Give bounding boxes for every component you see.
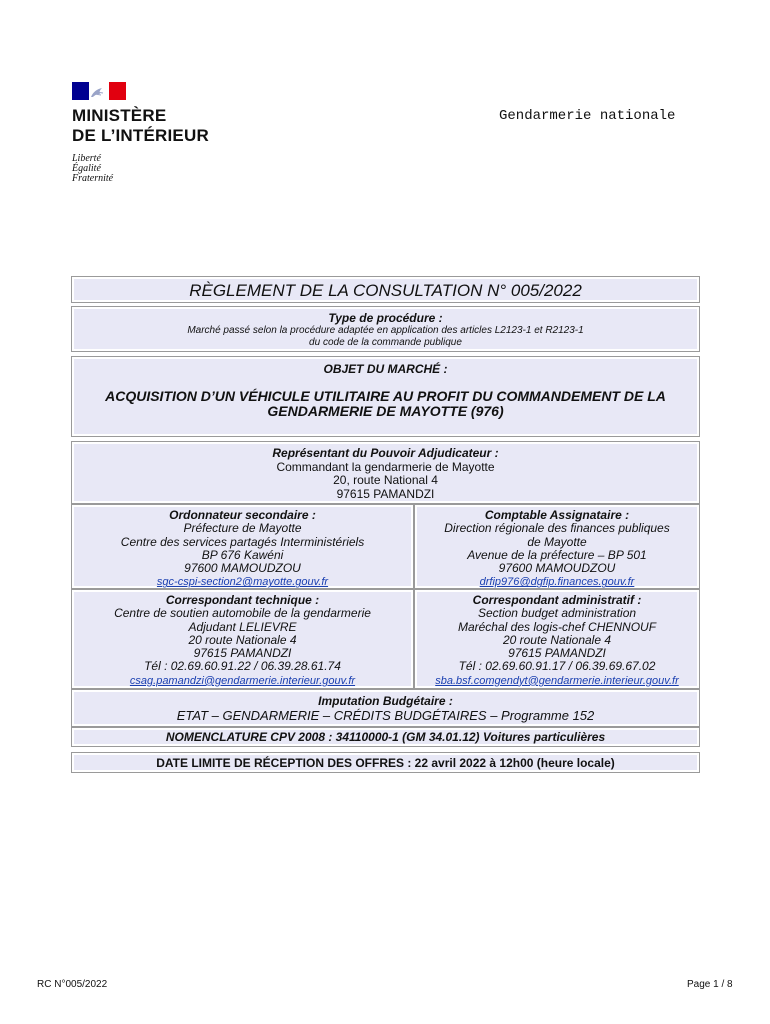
marianne-flag-icon bbox=[72, 82, 126, 100]
comptable-line: Direction régionale des finances publiques bbox=[444, 521, 670, 536]
representant-line: Commandant la gendarmerie de Mayotte bbox=[276, 459, 495, 474]
procedure-line1: Marché passé selon la procédure adaptée en application des articles L2123-1 et R2123-1 bbox=[187, 325, 584, 336]
motto-egalite: Égalité bbox=[72, 163, 101, 174]
ordonnateur-email-link[interactable]: sgc-cspi-section2@mayotte.gouv.fr bbox=[156, 576, 329, 589]
ordonnateur-line: BP 676 Kawéni bbox=[201, 547, 284, 562]
administratif-phone: Tél : 02.69.60.91.17 / 06.39.69.67.02 bbox=[458, 659, 656, 674]
ministry-logo bbox=[72, 82, 242, 184]
ordonnateur-heading: Ordonnateur secondaire : bbox=[169, 508, 316, 522]
deadline-box bbox=[71, 752, 700, 773]
technique-line: Adjudant LELIEVRE bbox=[188, 619, 297, 634]
document-title: RÈGLEMENT DE LA CONSULTATION N° 005/2022 bbox=[74, 279, 697, 300]
administratif-line: Section budget administration bbox=[477, 606, 637, 621]
ministry-line1: MINISTÈRE bbox=[72, 106, 167, 125]
representant-line: 97615 PAMANDZI bbox=[336, 486, 435, 501]
representant-heading: Représentant du Pouvoir Adjudicateur : bbox=[272, 446, 499, 460]
administratif-heading: Correspondant administratif : bbox=[472, 593, 642, 607]
technique-email-link[interactable]: csag.pamandzi@gendarmerie.interieur.gouv.fr bbox=[129, 674, 356, 687]
nomenclature-box bbox=[71, 727, 700, 747]
technique-line: Centre de soutien automobile de la gendarmerie bbox=[114, 606, 371, 621]
motto-fraternite: Fraternité bbox=[72, 173, 114, 184]
procedure-heading: Type de procédure : bbox=[328, 311, 443, 325]
objet-line1: ACQUISITION D’UN VÉHICULE UTILITAIRE AU PROFIT DU COMMANDEMENT DE LA bbox=[105, 388, 666, 404]
ordonnateur-line: 97600 MAMOUDZOU bbox=[184, 561, 301, 576]
comptable-line: 97600 MAMOUDZOU bbox=[498, 561, 616, 576]
deadline-text: DATE LIMITE DE RÉCEPTION DES OFFRES : 22 avril 2022 à 12h00 (heure locale) bbox=[74, 755, 697, 770]
ordonnateur-line: Centre des services partagés Interministériels bbox=[120, 534, 365, 549]
page-number: Page 1 / 8 bbox=[687, 979, 733, 990]
imputation-heading: Imputation Budgétaire : bbox=[318, 694, 453, 708]
ministry-name bbox=[72, 106, 242, 146]
comptable-email-link[interactable]: drfip976@dgfip.finances.gouv.fr bbox=[479, 576, 635, 589]
technique-line: 97615 PAMANDZI bbox=[193, 646, 292, 661]
objet-line2: GENDARMERIE DE MAYOTTE (976) bbox=[267, 403, 504, 419]
imputation-box bbox=[71, 689, 700, 727]
technique-line: 20 route Nationale 4 bbox=[188, 632, 297, 647]
technique-phone: Tél : 02.69.60.91.22 / 06.39.28.61.74 bbox=[144, 659, 341, 674]
comptable-heading: Comptable Assignataire : bbox=[484, 508, 630, 522]
organization-name: Gendarmerie nationale bbox=[499, 108, 676, 124]
representant-line: 20, route National 4 bbox=[333, 473, 438, 487]
administratif-line: Maréchal des logis-chef CHENNOUF bbox=[457, 619, 657, 634]
footer-reference: RC N°005/2022 bbox=[37, 979, 108, 990]
administratif-line: 20 route Nationale 4 bbox=[502, 632, 612, 647]
objet-heading: OBJET DU MARCHÉ : bbox=[323, 362, 448, 376]
motto bbox=[72, 154, 242, 184]
administratif-box bbox=[414, 589, 700, 689]
title-box bbox=[71, 276, 700, 303]
objet-box bbox=[71, 356, 700, 437]
comptable-line: Avenue de la préfecture – BP 501 bbox=[467, 547, 647, 562]
procedure-line2: du code de la commande publique bbox=[309, 337, 462, 348]
motto-liberte: Liberté bbox=[72, 153, 101, 164]
ministry-line2: DE L’INTÉRIEUR bbox=[72, 126, 209, 145]
comptable-box bbox=[414, 504, 700, 589]
procedure-box bbox=[71, 306, 700, 352]
representant-box bbox=[71, 441, 700, 504]
administratif-line: 97615 PAMANDZI bbox=[508, 646, 606, 661]
comptable-line: de Mayotte bbox=[527, 534, 587, 549]
technique-heading: Correspondant technique : bbox=[165, 593, 320, 607]
nomenclature-text: NOMENCLATURE CPV 2008 : 34110000-1 (GM 34.01.12) Voitures particulières bbox=[74, 730, 697, 744]
ordonnateur-box bbox=[71, 504, 414, 589]
ordonnateur-line: Préfecture de Mayotte bbox=[183, 521, 302, 536]
imputation-line: ETAT – GENDARMERIE – CRÉDITS BUDGÉTAIRES – Programme 152 bbox=[176, 708, 595, 723]
administratif-email-link[interactable]: sba.bsf.comgendyt@gendarmerie.interieur.gouv.fr bbox=[435, 674, 679, 687]
technique-box bbox=[71, 589, 414, 689]
